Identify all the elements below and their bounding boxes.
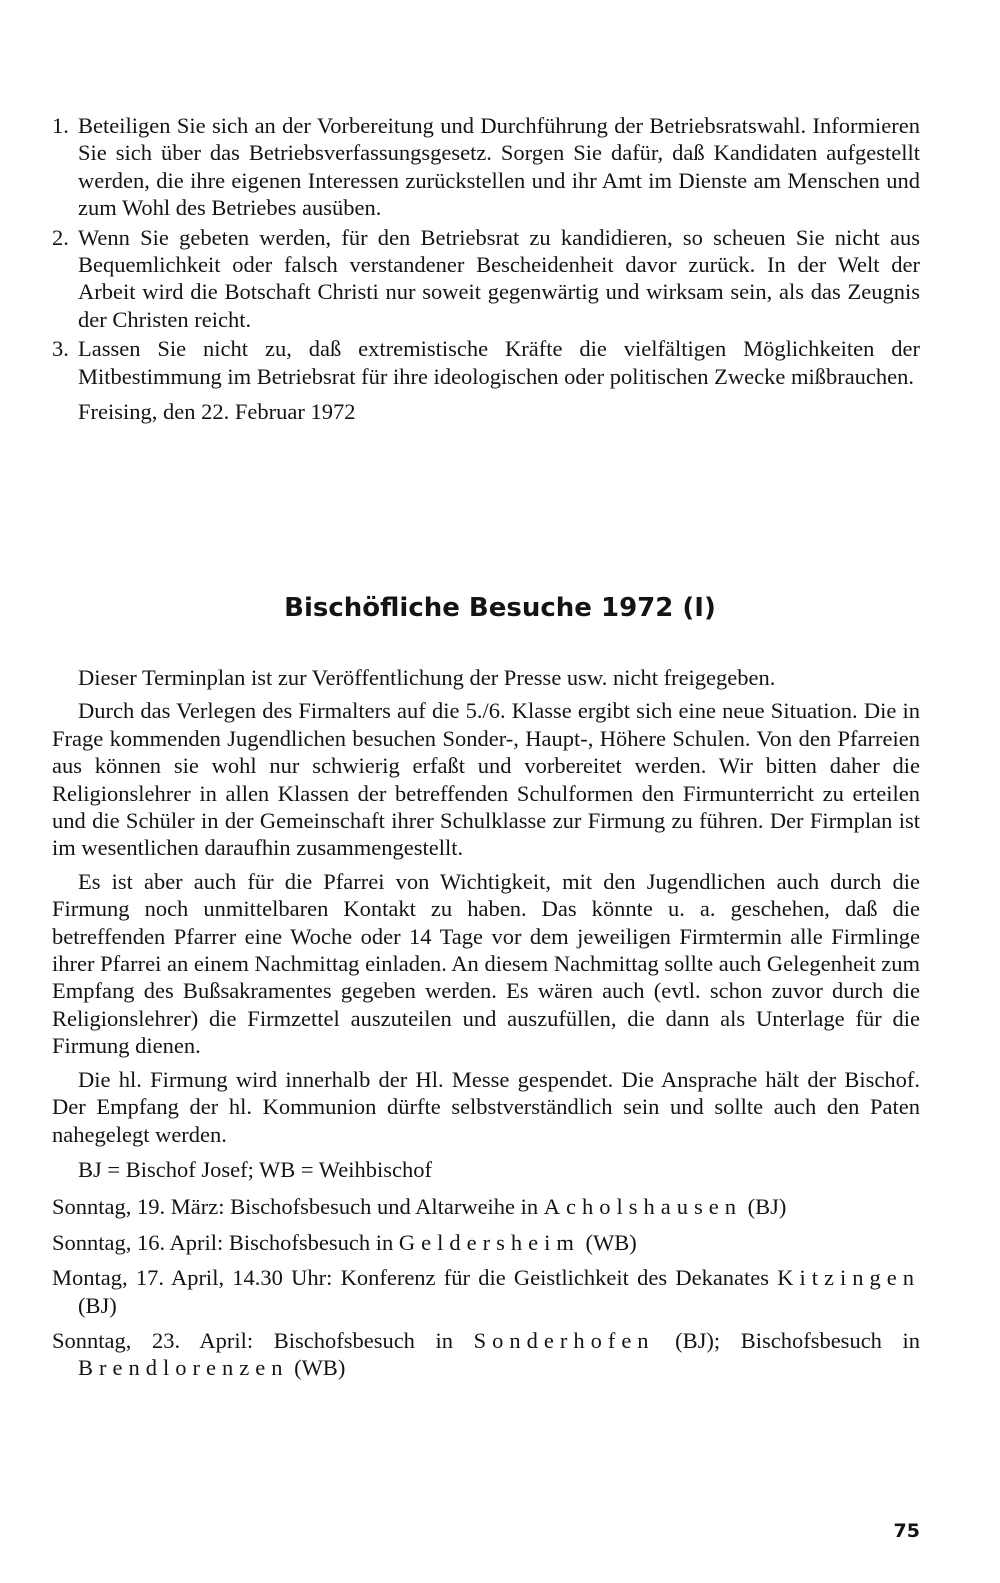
entry-suffix: (WB)	[579, 1229, 637, 1255]
item-text: Beteiligen Sie sich an der Vorbereitung und Durchführung der Betriebsratswahl. Informieren Sie sich über das Betriebsverfassungsgesetz. Sorgen Sie dafür, daß Kandidaten aufgestellt werden, die ihre eigenen Interessen zurückstellen und ihr Amt im Dienste am Menschen und zum Wohl des Betriebes ausüben.	[78, 113, 920, 221]
entry-text: Sonntag, 16. April: Bischofsbesuch in	[52, 1229, 399, 1255]
entry-suffix: (BJ)	[78, 1292, 117, 1318]
recommendations-block	[52, 112, 920, 425]
item-number: 2.	[52, 224, 69, 250]
schedule-entry	[52, 1327, 920, 1382]
entry-place: Geldersheim	[398, 1229, 580, 1255]
schedule-entry	[52, 1229, 920, 1256]
entry-place: Kitzingen	[777, 1265, 920, 1291]
schedule-entry	[52, 1264, 920, 1319]
abbreviation-legend: BJ = Bischof Josef; WB = Weihbischof	[78, 1156, 432, 1182]
entry-place-2: Brendlorenzen	[78, 1355, 289, 1381]
paragraph: Dieser Terminplan ist zur Veröffentlichung der Presse usw. nicht freigegeben.	[78, 665, 776, 690]
paragraph: Durch das Verlegen des Firmalters auf die 5./6. Klasse ergibt sich eine neue Situation. Die in Frage kommenden Jugendlichen besuchen Sonder-, Haupt-, Höhere Schulen. Von den Pfarreien aus können sie wohl nur schwierig erfaßt und vorbereitet werden. Wir bitten daher die Religionslehrer in allen Klassen der betreffenden Schulformen den Firmunterricht zu erteilen und die Schüler in der Gemeinschaft ihrer Schulklasse zur Firmung zu führen. Der Firmplan ist im wesentlichen daraufhin zusammengestellt.	[52, 698, 920, 861]
entry-suffix: (WB)	[288, 1355, 346, 1381]
entry-place: Sonderhofen	[473, 1327, 655, 1353]
paragraph: Die hl. Firmung wird innerhalb der Hl. Messe gespendet. Die Ansprache hält der Bischof. Der Empfang der hl. Kommunion dürfte selbstverständlich sein und sollte auch den Paten nahegelegt werden.	[52, 1066, 920, 1147]
recommendation-item	[52, 224, 920, 334]
recommendation-item	[52, 335, 920, 390]
section-heading: Bischöfliche Besuche 1972 (I)	[284, 593, 716, 623]
visits-section	[52, 664, 920, 1390]
paragraph: Es ist aber auch für die Pfarrei von Wichtigkeit, mit den Jugendlichen auch durch die Firmung noch unmittelbaren Kontakt zu haben. Das könnte u. a. geschehen, daß die betreffenden Pfarrer eine Woche oder 14 Tage vor dem jeweiligen Firmtermin alle Firmlinge ihrer Pfarrei an einem Nachmittag einladen. An diesem Nachmittag sollte auch Gelegenheit zum Empfang des Bußsakramentes gegeben werden. Es wären auch (evtl. schon zuvor durch die Religionslehrer) die Firmzettel auszuteilen und auszufüllen, die dann als Unterlage für die Firmung dienen.	[52, 868, 920, 1059]
item-text: Lassen Sie nicht zu, daß extremistische Kräfte die vielfältigen Möglichkeiten der Mitbestimmung im Betriebsrat für ihre ideologischen oder politischen Zwecke mißbrauchen.	[78, 336, 920, 389]
item-text: Wenn Sie gebeten werden, für den Betriebsrat zu kandidieren, so scheuen Sie nicht aus Bequemlichkeit oder falsch verstandener Bescheidenheit davor zurück. In der Welt der Arbeit wird die Botschaft Christi nur soweit gegenwärtig und wirksam sein, als das Zeugnis der Christen reicht.	[78, 224, 920, 332]
entry-text: Montag, 17. April, 14.30 Uhr: Konferenz für die Geistlichkeit des Dekanates	[52, 1265, 778, 1291]
entry-middle: (BJ); Bischofsbesuch in	[654, 1327, 920, 1353]
place-date: Freising, den 22. Februar 1972	[78, 399, 356, 425]
entry-suffix: (BJ)	[742, 1194, 787, 1220]
item-number: 3.	[52, 336, 69, 362]
item-number: 1.	[52, 113, 69, 138]
recommendation-item	[52, 112, 920, 222]
page-number: 75	[893, 1520, 920, 1542]
schedule-entry	[52, 1193, 920, 1220]
entry-text: Sonntag, 19. März: Bischofsbesuch und Altarweihe in	[52, 1194, 544, 1220]
entry-text: Sonntag, 23. April: Bischofsbesuch in	[52, 1327, 474, 1353]
entry-place: Acholshausen	[543, 1194, 743, 1220]
